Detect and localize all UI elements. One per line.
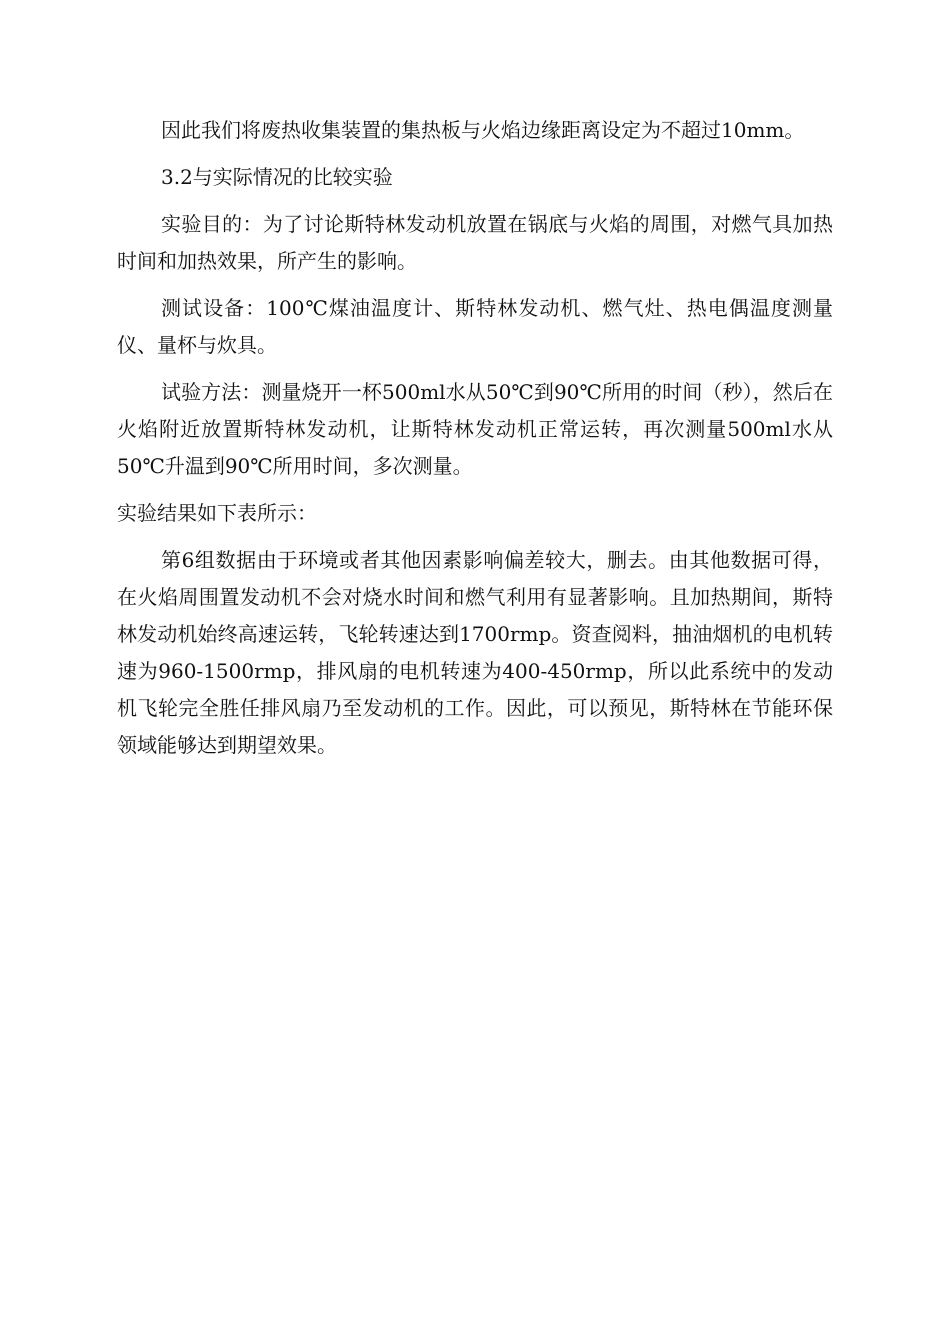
paragraph-test-equipment: 测试设备：100℃煤油温度计、斯特林发动机、燃气灶、热电偶温度测量仪、量杯与炊具。 [117, 296, 833, 357]
paragraph-experiment-purpose: 实验目的：为了讨论斯特林发动机放置在锅底与火焰的周围，对燃气具加热时间和加热效果，所产生的影响。 [117, 212, 833, 273]
paragraph-results-intro: 实验结果如下表所示： [117, 501, 317, 525]
paragraph-test-method: 试验方法：测量烧开一杯500ml水从50℃到90℃所用的时间（秒），然后在火焰附近放置斯特林发动机，让斯特林发动机正常运转，再次测量500ml水从50℃升温到90℃所用时间，多次测量。 [117, 380, 833, 478]
document-body [117, 112, 833, 774]
paragraph-results-discussion: 第6组数据由于环境或者其他因素影响偏差较大，删去。由其他数据可得，在火焰周围置发动机不会对烧水时间和燃气利用有显著影响。且加热期间，斯特林发动机始终高速运转，飞轮转速达到1700rmp。资查阅料，抽油烟机的电机转速为960-1500rmp，排风扇的电机转速为400-450rmp，所以此系统中的发动机飞轮完全胜任排风扇乃至发动机的工作。因此，可以预见，斯特林在节能环保领域能够达到期望效果。 [117, 548, 833, 757]
paragraph-heat-plate-distance: 因此我们将废热收集装置的集热板与火焰边缘距离设定为不超过10mm。 [161, 118, 805, 142]
section-heading-comparison-experiment: 3.2与实际情况的比较实验 [161, 165, 393, 189]
